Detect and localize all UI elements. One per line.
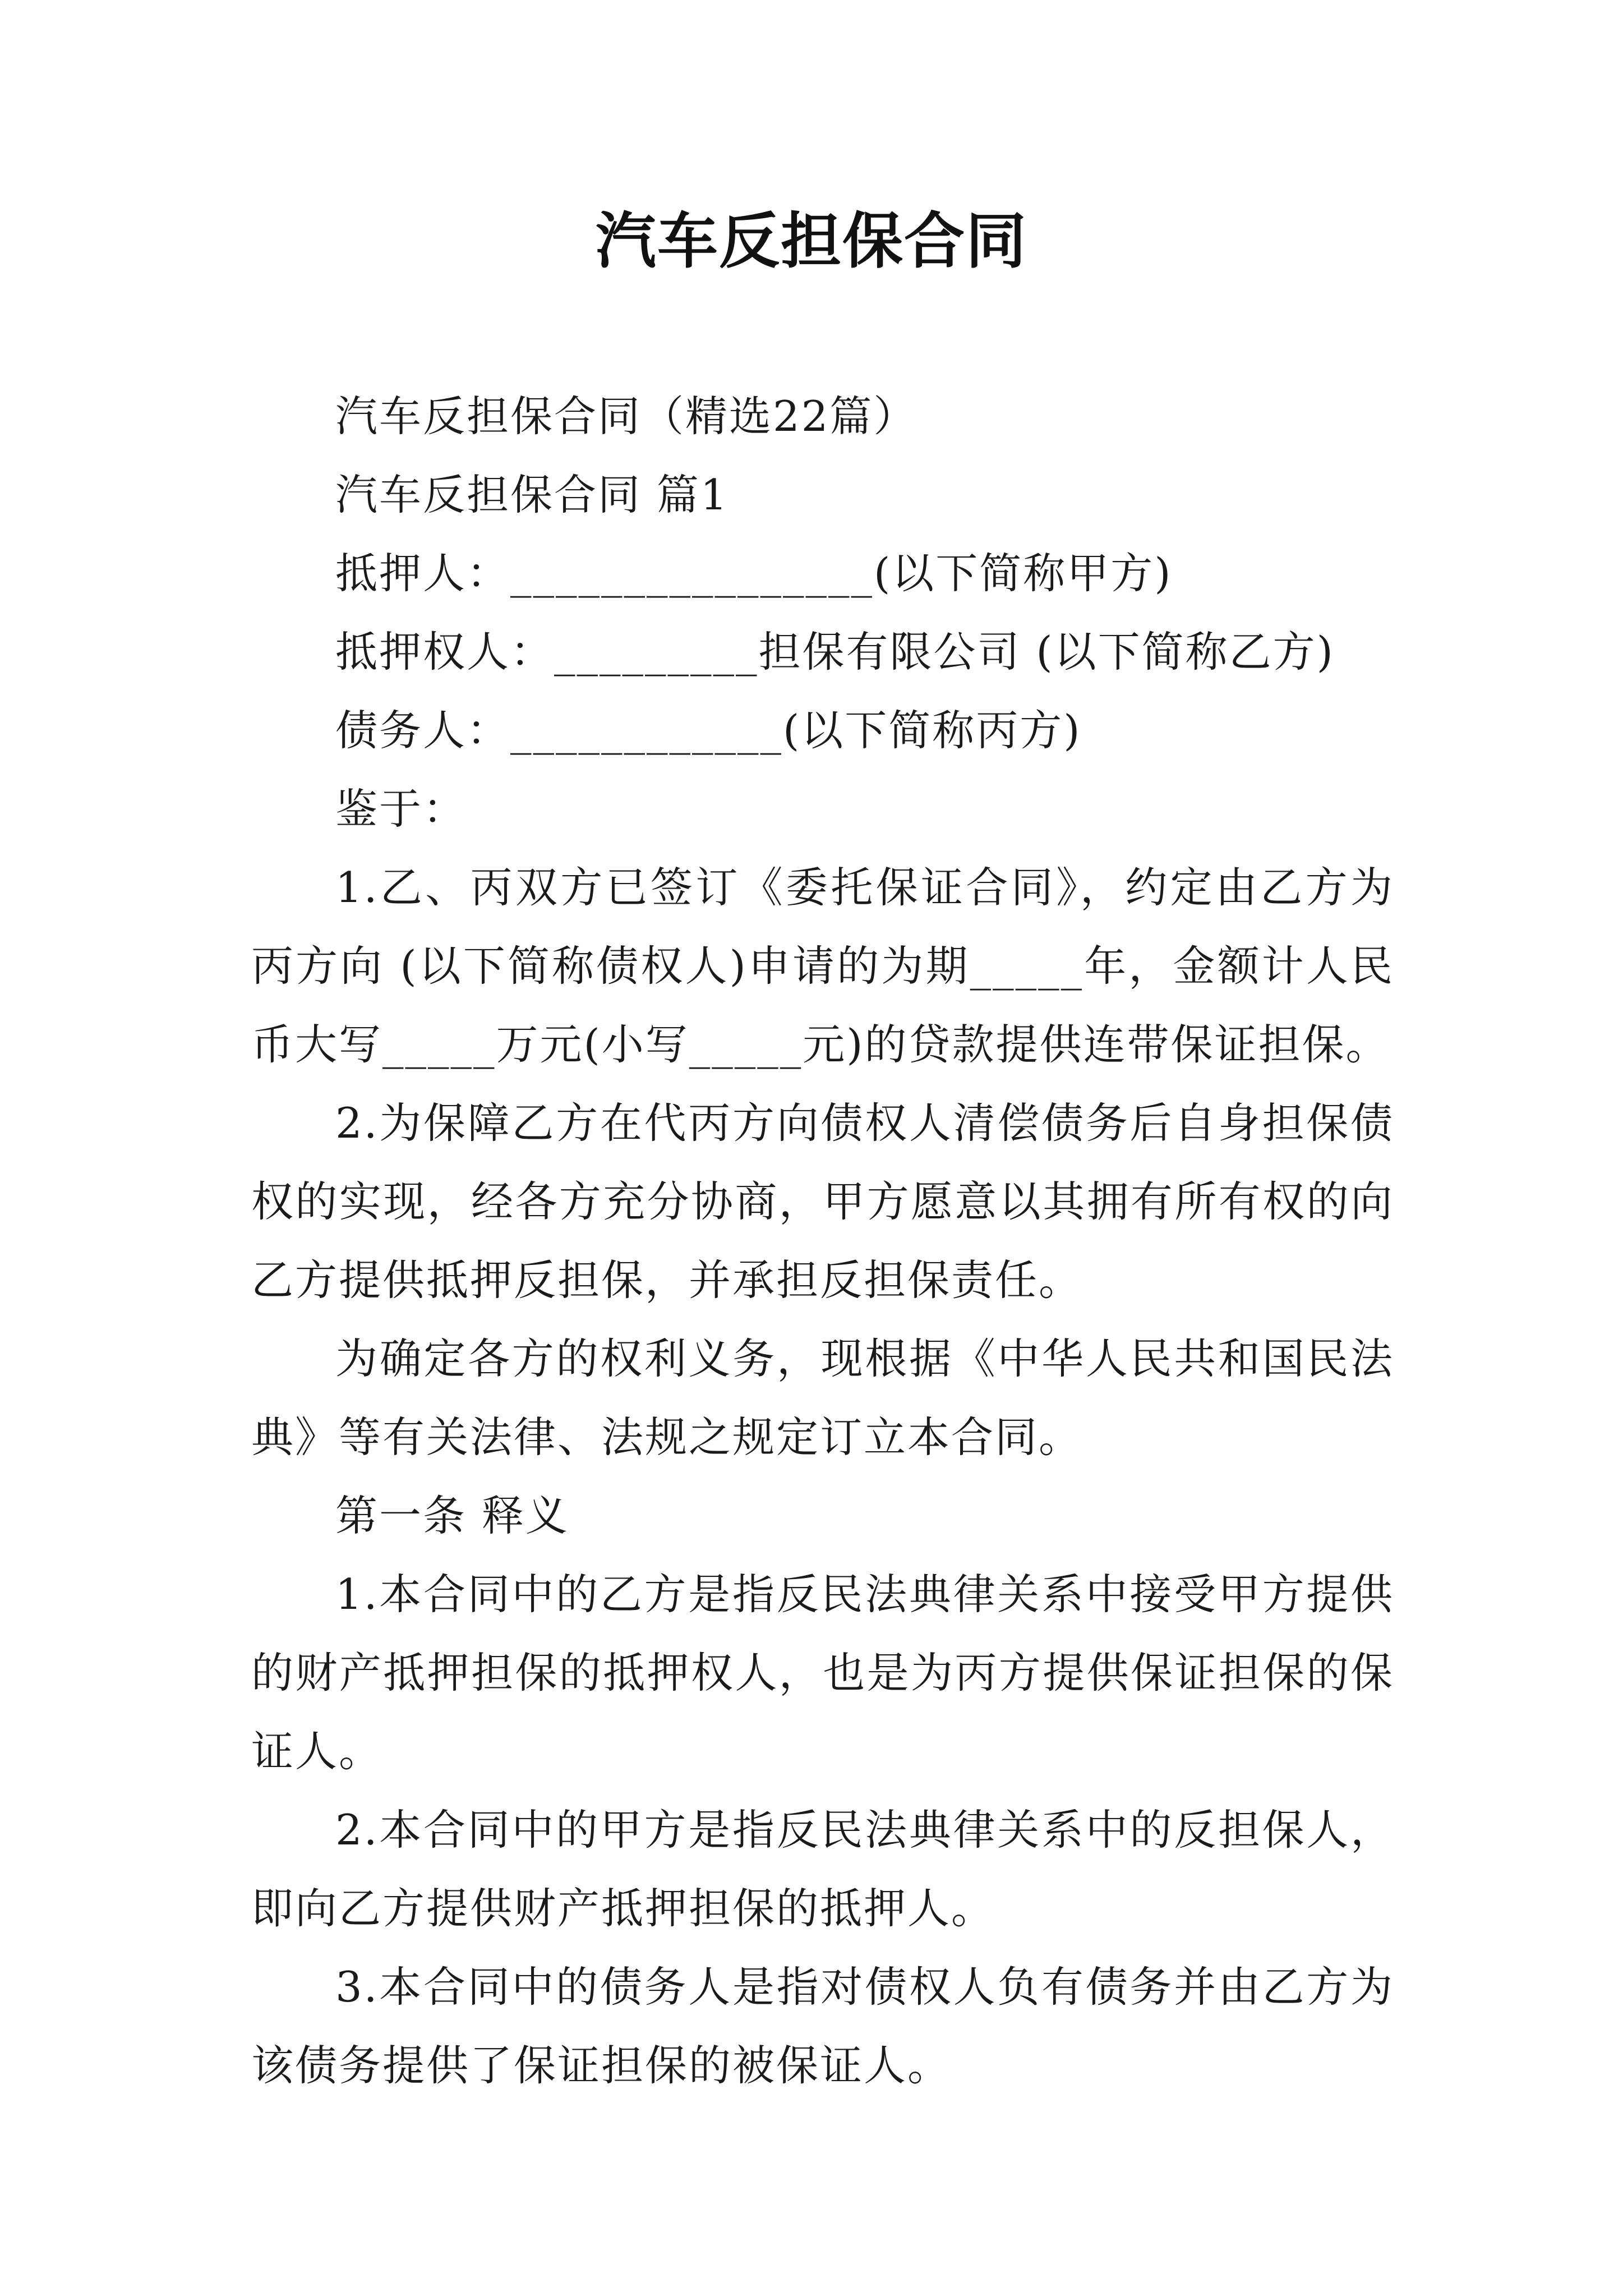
debtor-line: 债务人：____________(以下简称丙方) xyxy=(335,706,1082,755)
document-subtitle: 汽车反担保合同（精选22篇） xyxy=(335,392,917,441)
document-body xyxy=(251,377,1394,2105)
mortgagee-line: 抵押权人：_________担保有限公司 (以下简称乙方) xyxy=(335,627,1335,677)
chapter-heading: 汽车反担保合同 篇1 xyxy=(335,470,729,519)
recital-paragraph-1: 1.乙、丙双方已签订《委托保证合同》，约定由乙方为丙方向 (以下简称债权人)申请的为期_____年，金额计人民币大写_____万元(小写_____元)的贷款提供连带保证担保。 xyxy=(251,863,1394,1069)
document-title: 汽车反担保合同 xyxy=(595,206,1027,277)
basis-paragraph: 为确定各方的权利义务，现根据《中华人民共和国民法典》等有关法律、法规之规定订立本合同。 xyxy=(251,1334,1394,1462)
definition-item: 3.本合同中的债务人是指对债权人负有债务并由乙方为该债务提供了保证担保的被保证人。 xyxy=(251,1962,1394,2090)
definition-item: 1.本合同中的乙方是指反民法典律关系中接受甲方提供的财产抵押担保的抵押权人，也是为丙方提供保证担保的保证人。 xyxy=(251,1570,1394,1776)
mortgagor-line: 抵押人：________________(以下简称甲方) xyxy=(335,549,1173,598)
whereas-line: 鉴于： xyxy=(335,784,467,834)
article-one-heading: 第一条 释义 xyxy=(335,1491,569,1540)
definition-item: 2.本合同中的甲方是指反民法典律关系中的反担保人，即向乙方提供财产抵押担保的抵押人。 xyxy=(251,1805,1394,1933)
recital-paragraph-2: 2.为保障乙方在代丙方向债权人清偿债务后自身担保债权的实现，经各方充分协商，甲方愿意以其拥有所有权的向乙方提供抵押反担保，并承担反担保责任。 xyxy=(251,1098,1394,1305)
